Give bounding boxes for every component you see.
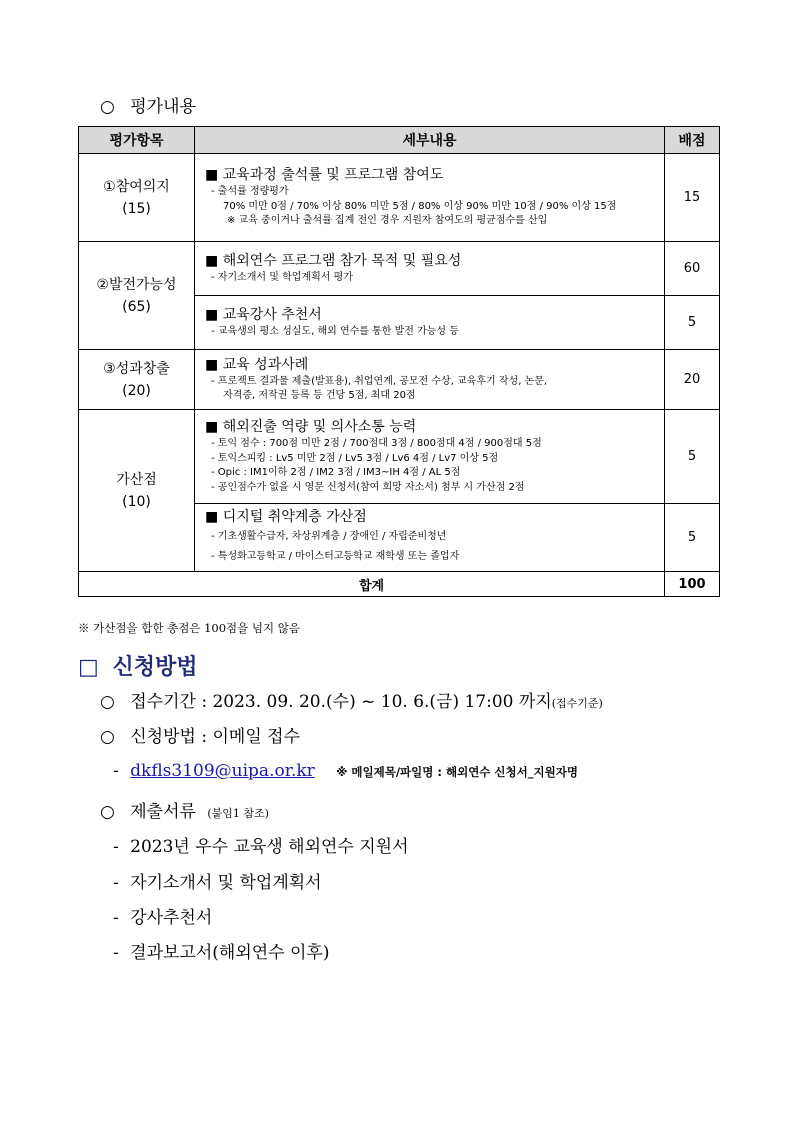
header-category: 평가항목 [79,127,195,154]
docs-note: (붙임1 참조) [207,807,269,820]
period-line [100,687,603,712]
score-cell: 60 [665,242,720,296]
item-line: - 자기소개서 및 학업계획서 평가 [211,271,353,283]
category-points: (10) [122,493,151,510]
item-note: ※ 교육 중이거나 출석률 집계 전인 경우 지원자 참여도의 평균점수를 산입 [227,215,548,227]
email-link[interactable]: dkfls3109@uipa.or.kr [130,761,315,781]
detail-cell [195,154,665,242]
table-row [79,350,720,410]
category-points: (20) [122,382,151,399]
total-score: 100 [665,572,720,597]
category-cell [79,350,195,410]
category-cell [79,154,195,242]
dash-marker: - [113,873,119,893]
doc-item [113,938,329,963]
category-label: 가산점 [116,471,157,488]
item-line: - 교육생의 평소 성실도, 해외 연수를 통한 발전 가능성 등 [211,325,459,337]
score-cell: 5 [665,504,720,572]
detail-cell [195,504,665,572]
method-line [100,722,300,747]
circle-marker: ○ [100,692,115,712]
item-line: - Opic : IM1이하 2점 / IM2 3점 / IM3~IH 4점 / AL 5점 [211,467,461,478]
category-label: ③성과창출 [103,360,170,377]
doc-item-text: 자기소개서 및 학업계획서 [130,873,322,893]
item-line: 70% 미만 0점 / 70% 이상 80% 미만 5점 / 80% 이상 90% 미만 10점 / 90% 이상 15점 [223,200,617,212]
doc-item [113,903,212,928]
header-detail: 세부내용 [195,127,665,154]
table-header-row [79,127,720,154]
bullet-icon: ■ [205,419,219,435]
period-note: (접수기준) [551,697,603,710]
bullet-icon: ■ [205,252,219,269]
table-row [79,242,720,296]
circle-marker: ○ [100,97,115,117]
category-label: ①참여의지 [103,178,170,195]
eval-heading-title: 평가내용 [130,97,196,117]
table-row [79,154,720,242]
score-cell: 5 [665,296,720,350]
bullet-icon: ■ [205,356,219,373]
docs-heading [100,797,269,822]
doc-item-text: 강사추천서 [130,908,213,928]
item-title: 교육강사 추천서 [222,306,322,323]
table-row [79,410,720,504]
item-title: 해외진출 역량 및 의사소통 능력 [222,419,417,435]
item-line: - 기초생활수급자, 차상위계층 / 장애인 / 자립준비청년 [211,531,447,542]
footnote: ※ 가산점을 합한 총점은 100점을 넘지 않음 [78,621,301,635]
bullet-icon: ■ [205,509,219,525]
email-note: ※ 메일제목/파일명 : 해외연수 신청서_지원자명 [336,764,578,779]
item-line: - 출석률 정량평가 [211,186,289,198]
total-label: 합계 [79,572,665,597]
dash-marker: - [113,837,119,857]
header-score: 배점 [665,127,720,154]
eval-heading [100,92,196,117]
item-title: 교육 성과사례 [222,356,309,373]
total-row [79,572,720,597]
bullet-icon: ■ [205,306,219,323]
email-line [113,761,578,781]
dash-marker: - [113,943,119,963]
checkbox-icon: □ [78,655,99,680]
doc-item [113,868,322,893]
item-title: 교육과정 출석률 및 프로그램 참여도 [222,167,444,184]
apply-heading [78,650,197,681]
item-line: - 토익 점수 : 700점 미만 2점 / 700점대 3점 / 800점대 4점 / 900점대 5점 [211,438,542,449]
item-title: 해외연수 프로그램 참가 목적 및 필요성 [222,252,462,269]
apply-title: 신청방법 [112,655,198,680]
dash-marker: - [113,761,119,781]
item-line: - 토익스피킹 : Lv5 미만 2점 / Lv5 3점 / Lv6 4점 / Lv7 이상 5점 [211,452,499,464]
dash-marker: - [113,908,119,928]
category-points: (65) [122,298,151,315]
evaluation-table [78,126,720,597]
score-cell: 20 [665,350,720,410]
detail-cell [195,296,665,350]
circle-marker: ○ [100,802,115,822]
period-text: 접수기간 : 2023. 09. 20.(수) ~ 10. 6.(금) 17:00 까지 [130,692,552,712]
circle-marker: ○ [100,727,115,747]
category-label: ②발전가능성 [96,276,177,293]
item-line: - 특성화고등학교 / 마이스터고등학교 재학생 또는 졸업자 [211,551,460,562]
bullet-icon: ■ [205,167,219,184]
item-line: - 공인점수가 없을 시 영문 신청서(참여 희망 자소서) 첨부 시 가산점 2점 [211,481,525,493]
score-cell: 15 [665,154,720,242]
score-cell: 5 [665,410,720,504]
item-title: 디지털 취약계층 가산점 [222,509,367,525]
category-points: (15) [122,200,151,217]
doc-item-text: 결과보고서(해외연수 이후) [130,943,330,963]
detail-cell [195,410,665,504]
detail-cell [195,350,665,410]
category-cell [79,410,195,572]
doc-item [113,832,409,857]
item-line: 자격증, 저작권 등록 등 건당 5점, 최대 20점 [223,390,416,401]
category-cell [79,242,195,350]
method-text: 신청방법 : 이메일 접수 [130,727,300,747]
doc-item-text: 2023년 우수 교육생 해외연수 지원서 [130,837,409,857]
item-line: - 프로젝트 결과물 제출(발표용), 취업연계, 공모전 수상, 교육후기 작성, 논문, [211,375,548,387]
docs-title: 제출서류 [130,802,196,822]
detail-cell [195,242,665,296]
